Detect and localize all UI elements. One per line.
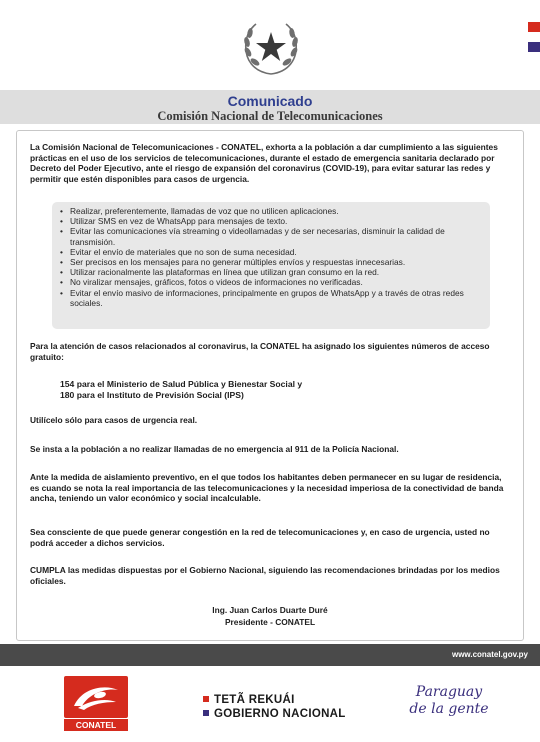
slogan-line-1: Paraguay — [415, 684, 483, 700]
congestion-paragraph: Sea consciente de que puede generar congestión en la red de telecomunicaciones y, en caso de urgencia, usted no podrá acceder a dichos servicios. — [30, 527, 490, 548]
practices-list — [60, 206, 484, 308]
government-brand — [203, 693, 346, 721]
gov-line-spanish: GOBIERNO NACIONAL — [214, 708, 346, 720]
header-top — [0, 0, 540, 90]
gov-line-guarani: TETÃ REKUÁI — [214, 694, 295, 706]
number-154: 154 para el Ministerio de Salud Pública y Bienestar Social y — [60, 379, 303, 389]
intro-paragraph: La Comisión Nacional de Telecomunicaciones - CONATEL, exhorta a la población a dar cumplimiento a las siguientes prácticas en el uso de los servicios de telecomunicaciones, durante el estado de emergencia sanitaria declarado por Decreto del Poder Ejecutivo, ante el riesgo de expansión del coronavirus (COVID-19), para evitar saturar las redes y permitir que estén disponibles para casos de urgencia. — [30, 142, 498, 184]
free-numbers — [60, 379, 302, 401]
page-subtitle: Comisión Nacional de Telecomunicaciones — [157, 109, 383, 123]
signature-name: Ing. Juan Carlos Duarte Duré — [212, 605, 328, 615]
paraguay-de-la-gente-slogan — [404, 684, 494, 718]
list-item: • Evitar las comunicaciones vía streaming o videollamadas y de ser necesarias, disminuir la calidad de transmisión. — [60, 226, 484, 246]
list-item: • Evitar el envío de materiales que no son de suma necesidad. — [60, 247, 484, 257]
slogan-line-2: de la gente — [409, 701, 489, 717]
list-item: • Realizar, preferentemente, llamadas de voz que no utilicen aplicaciones. — [60, 206, 484, 216]
list-item: • Evitar el envío masivo de informaciones, principalmente en grupos de WhatsApp y a través de otras redes sociales. — [60, 288, 484, 308]
conatel-logo-label: CONATEL — [64, 719, 128, 731]
star-laurel-seal-icon — [236, 12, 306, 82]
comply-paragraph: CUMPLA las medidas dispuestas por el Gobierno Nacional, siguiendo las recomendaciones brindadas por los medios oficiales. — [30, 565, 500, 586]
conatel-logo — [64, 676, 128, 730]
list-item: • Utilizar racionalmente las plataformas en línea que utilizan gran consumo en la red. — [60, 267, 484, 277]
flag-stripes — [528, 22, 540, 62]
number-180: 180 para el Instituto de Previsión Social (IPS) — [60, 389, 244, 400]
urgent-only-text: Utilícelo sólo para casos de urgencia real. — [30, 415, 198, 425]
page-title: Comunicado — [227, 93, 313, 109]
isolation-paragraph: Ante la medida de aislamiento preventivo, en el que todos los habitantes deben permanecer en su lugar de residencia, es cuando se nota la real importancia de las telecomunicaciones y la necesidad imperiosa de la conectividad de banda ancha, teniendo un valor económico y social incalculable. — [30, 472, 504, 504]
list-item: • Utilizar SMS en vez de WhatsApp para mensajes de texto. — [60, 216, 484, 226]
conatel-swoosh-logo-icon — [64, 676, 128, 718]
list-item: • No viralizar mensajes, gráficos, fotos o videos de informaciones no verificadas. — [60, 277, 484, 287]
list-item: • Ser precisos en los mensajes para no generar múltiples envíos y respuestas innecesarias. — [60, 257, 484, 267]
attention-paragraph: Para la atención de casos relacionados al coronavirus, la CONATEL ha asignado los siguientes números de acceso gratuito: — [30, 341, 490, 362]
website-link[interactable]: www.conatel.gov.py — [451, 650, 528, 659]
police-text: Se insta a la población a no realizar llamadas de no emergencia al 911 de la Policía Nacional. — [30, 444, 399, 454]
signature-role: Presidente - CONATEL — [224, 617, 316, 627]
